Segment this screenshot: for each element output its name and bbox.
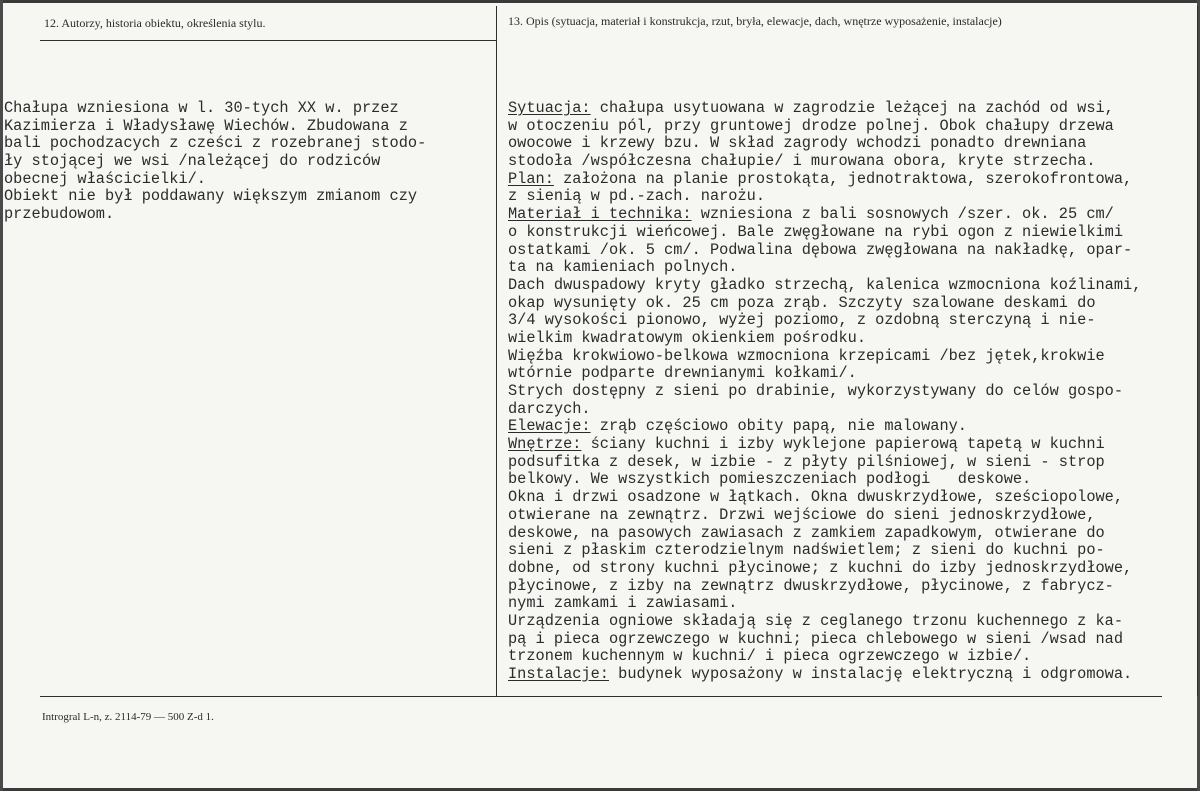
left-text-line: Chałupa wzniesiona w l. 30-tych XX w. przez bbox=[4, 99, 399, 117]
description-line-text: ostatkami /ok. 5 cm/. Podwalina dębowa zwęgłowana na nakładkę, opar- bbox=[508, 240, 1133, 259]
description-line-text: darczych. bbox=[508, 399, 591, 418]
description-line-text: stodoła /współczesna chałupie/ i murowana obora, kryte strzecha. bbox=[508, 152, 1096, 171]
description-line-text: deskowe, na pasowych zawiasach z zamkiem zapadkowym, otwierane do bbox=[508, 523, 1105, 542]
description-line bbox=[508, 560, 1141, 578]
description-line bbox=[508, 242, 1141, 260]
description-line bbox=[508, 135, 1141, 153]
card-edge-left bbox=[0, 0, 3, 791]
description-line bbox=[508, 365, 1141, 383]
description-line bbox=[508, 188, 1141, 206]
description-line-text: chałupa usytuowana w zagrodzie leżącej na zachód od wsi, bbox=[590, 99, 1114, 117]
section-label: Instalacje: bbox=[508, 665, 609, 683]
description-line-text: belkowy. We wszystkich pomieszczeniach podłogi deskowe. bbox=[508, 470, 1032, 489]
description-line bbox=[508, 206, 1141, 224]
description-line-text: płycinowe, z izby na zewnątrz dwuskrzydłowe, płycinowe, z fabrycz- bbox=[508, 576, 1114, 595]
left-text-line: Obiekt nie był poddawany większym zmianom czy bbox=[4, 187, 418, 206]
left-text-line: przebudowom. bbox=[4, 205, 115, 224]
description-line-text: dobne, od strony kuchni płycinowe; z kuchni do izby jednoskrzydłowe, bbox=[508, 558, 1133, 577]
description-line-text: pą i pieca ogrzewczego w kuchni; pieca chlebowego w sieni /wsad nad bbox=[508, 629, 1124, 648]
description-line bbox=[508, 613, 1141, 631]
section-label: Elewacje: bbox=[508, 417, 591, 436]
card-edge-top bbox=[0, 0, 1200, 3]
left-text-line: obecnej właścicielki/. bbox=[4, 169, 206, 188]
description-line-text: wielkim kwadratowym okienkiem pośrodku. bbox=[508, 328, 867, 347]
description-line-text: zrąb częściowo obity papą, nie malowany. bbox=[590, 417, 967, 436]
description-line-text: wtórnie podparte drewnianymi kołkami/. bbox=[508, 364, 857, 383]
printer-imprint: Introgral L-n, z. 2114-79 — 500 Z-d 1. bbox=[42, 711, 214, 723]
description-line bbox=[508, 383, 1141, 401]
section-label: Sytuacja: bbox=[508, 99, 591, 117]
description-line bbox=[508, 454, 1141, 472]
description-line-text: ta na kamieniach polnych. bbox=[508, 258, 738, 277]
description-line bbox=[508, 525, 1141, 543]
description-line bbox=[508, 224, 1141, 242]
description-line-text: wzniesiona z bali sosnowych /szer. ok. 25 cm/ bbox=[691, 205, 1114, 224]
description-line-text: budynek wyposażony w instalację elektryczną i odgromowa. bbox=[608, 665, 1133, 683]
description-line bbox=[508, 631, 1141, 649]
description-line bbox=[508, 295, 1141, 313]
description-line-text: owocowe i krzewy bzu. W skład zagrody wchodzi ponadto drewniana bbox=[508, 134, 1087, 153]
section-label: Materiał i technika: bbox=[508, 205, 692, 224]
description-line bbox=[508, 542, 1141, 560]
description-line-text: w otoczeniu pól, przy gruntowej drodze polnej. Obok chałupy drzewa bbox=[508, 116, 1114, 135]
description-line-text: sieni z płaskim czterodzielnym nadświetlem; z sieni do kuchni po- bbox=[508, 541, 1105, 560]
section-12-header: 12. Autorzy, historia obiektu, określenia stylu. bbox=[44, 16, 266, 30]
header-divider-left bbox=[40, 40, 496, 41]
description-line bbox=[508, 330, 1141, 348]
description-line-text: podsufitka z desek, w izbie - z płyty pilśniowej, w sieni - strop bbox=[508, 452, 1105, 471]
description-line-text: Urządzenia ogniowe składają się z ceglanego trzonu kuchennego z ka- bbox=[508, 611, 1124, 630]
description-line bbox=[508, 118, 1141, 136]
description-line-text: o konstrukcji wieńcowej. Bale zwęgłowane na rybi ogon z niewielkimi bbox=[508, 222, 1124, 241]
description-line-text: trzonem kuchennym w kuchni/ i pieca ogrzewczego w izbie/. bbox=[508, 647, 1032, 666]
description-line-text: Strych dostępny z sieni po drabinie, wykorzystywany do celów gospo- bbox=[508, 382, 1124, 400]
description-line bbox=[508, 312, 1141, 330]
description-line bbox=[508, 578, 1141, 596]
left-text-line: bali pochodzacych z cześci z rozebranej stodo- bbox=[4, 134, 427, 153]
footer-rule bbox=[40, 696, 1162, 697]
authors-history-text bbox=[4, 100, 426, 224]
description-line bbox=[508, 277, 1141, 295]
description-line-text: Więźba krokwiowo-belkowa wzmocniona krzepicami /bez jętek,krokwie bbox=[508, 346, 1105, 365]
description-line-text: Okna i drzwi osadzone w łątkach. Okna dwuskrzydłowe, sześciopolowe, bbox=[508, 488, 1124, 507]
description-text bbox=[508, 100, 1141, 684]
description-line bbox=[508, 259, 1141, 277]
description-line-text: otwierane na zewnątrz. Drzwi wejściowe do sieni jednoskrzydłowe, bbox=[508, 505, 1096, 524]
description-line bbox=[508, 401, 1141, 419]
description-line bbox=[508, 507, 1141, 525]
description-line bbox=[508, 666, 1141, 684]
description-line bbox=[508, 348, 1141, 366]
description-line-text: założona na planie prostokąta, jednotraktowa, szerokofrontowa, bbox=[553, 169, 1133, 188]
description-line-text: z sienią w pd.-zach. narożu. bbox=[508, 187, 766, 206]
description-line bbox=[508, 648, 1141, 666]
description-line bbox=[508, 436, 1141, 454]
description-line bbox=[508, 153, 1141, 171]
description-line-text: okap wysunięty ok. 25 cm poza zrąb. Szczyty szalowane deskami do bbox=[508, 293, 1096, 312]
left-text-line: ły stojącej we wsi /należącej do rodziców bbox=[4, 152, 381, 171]
left-text-line: Kazimierza i Władysławę Wiechów. Zbudowana z bbox=[4, 116, 408, 135]
description-line-text: Dach dwuspadowy kryty gładko strzechą, kalenica wzmocniona koźlinami, bbox=[508, 275, 1142, 294]
section-label: Plan: bbox=[508, 169, 554, 188]
right-column-border bbox=[1197, 6, 1198, 696]
column-divider bbox=[496, 6, 497, 696]
section-13-header: 13. Opis (sytuacja, materiał i konstrukcja, rzut, bryła, elewacje, dach, wnętrze wyposażenie, instalacje) bbox=[508, 14, 1002, 28]
description-line bbox=[508, 489, 1141, 507]
description-line bbox=[508, 418, 1141, 436]
description-line bbox=[508, 100, 1141, 118]
description-line-text: 3/4 wysokości pionowo, wyżej poziomo, z ozdobną sterczyną i nie- bbox=[508, 311, 1096, 330]
section-label: Wnętrze: bbox=[508, 435, 582, 454]
description-line bbox=[508, 595, 1141, 613]
description-line-text: nymi zamkami i zawiasami. bbox=[508, 594, 738, 613]
description-line-text: ściany kuchni i izby wyklejone papierową tapetą w kuchni bbox=[581, 435, 1105, 454]
description-line bbox=[508, 471, 1141, 489]
description-line bbox=[508, 171, 1141, 189]
